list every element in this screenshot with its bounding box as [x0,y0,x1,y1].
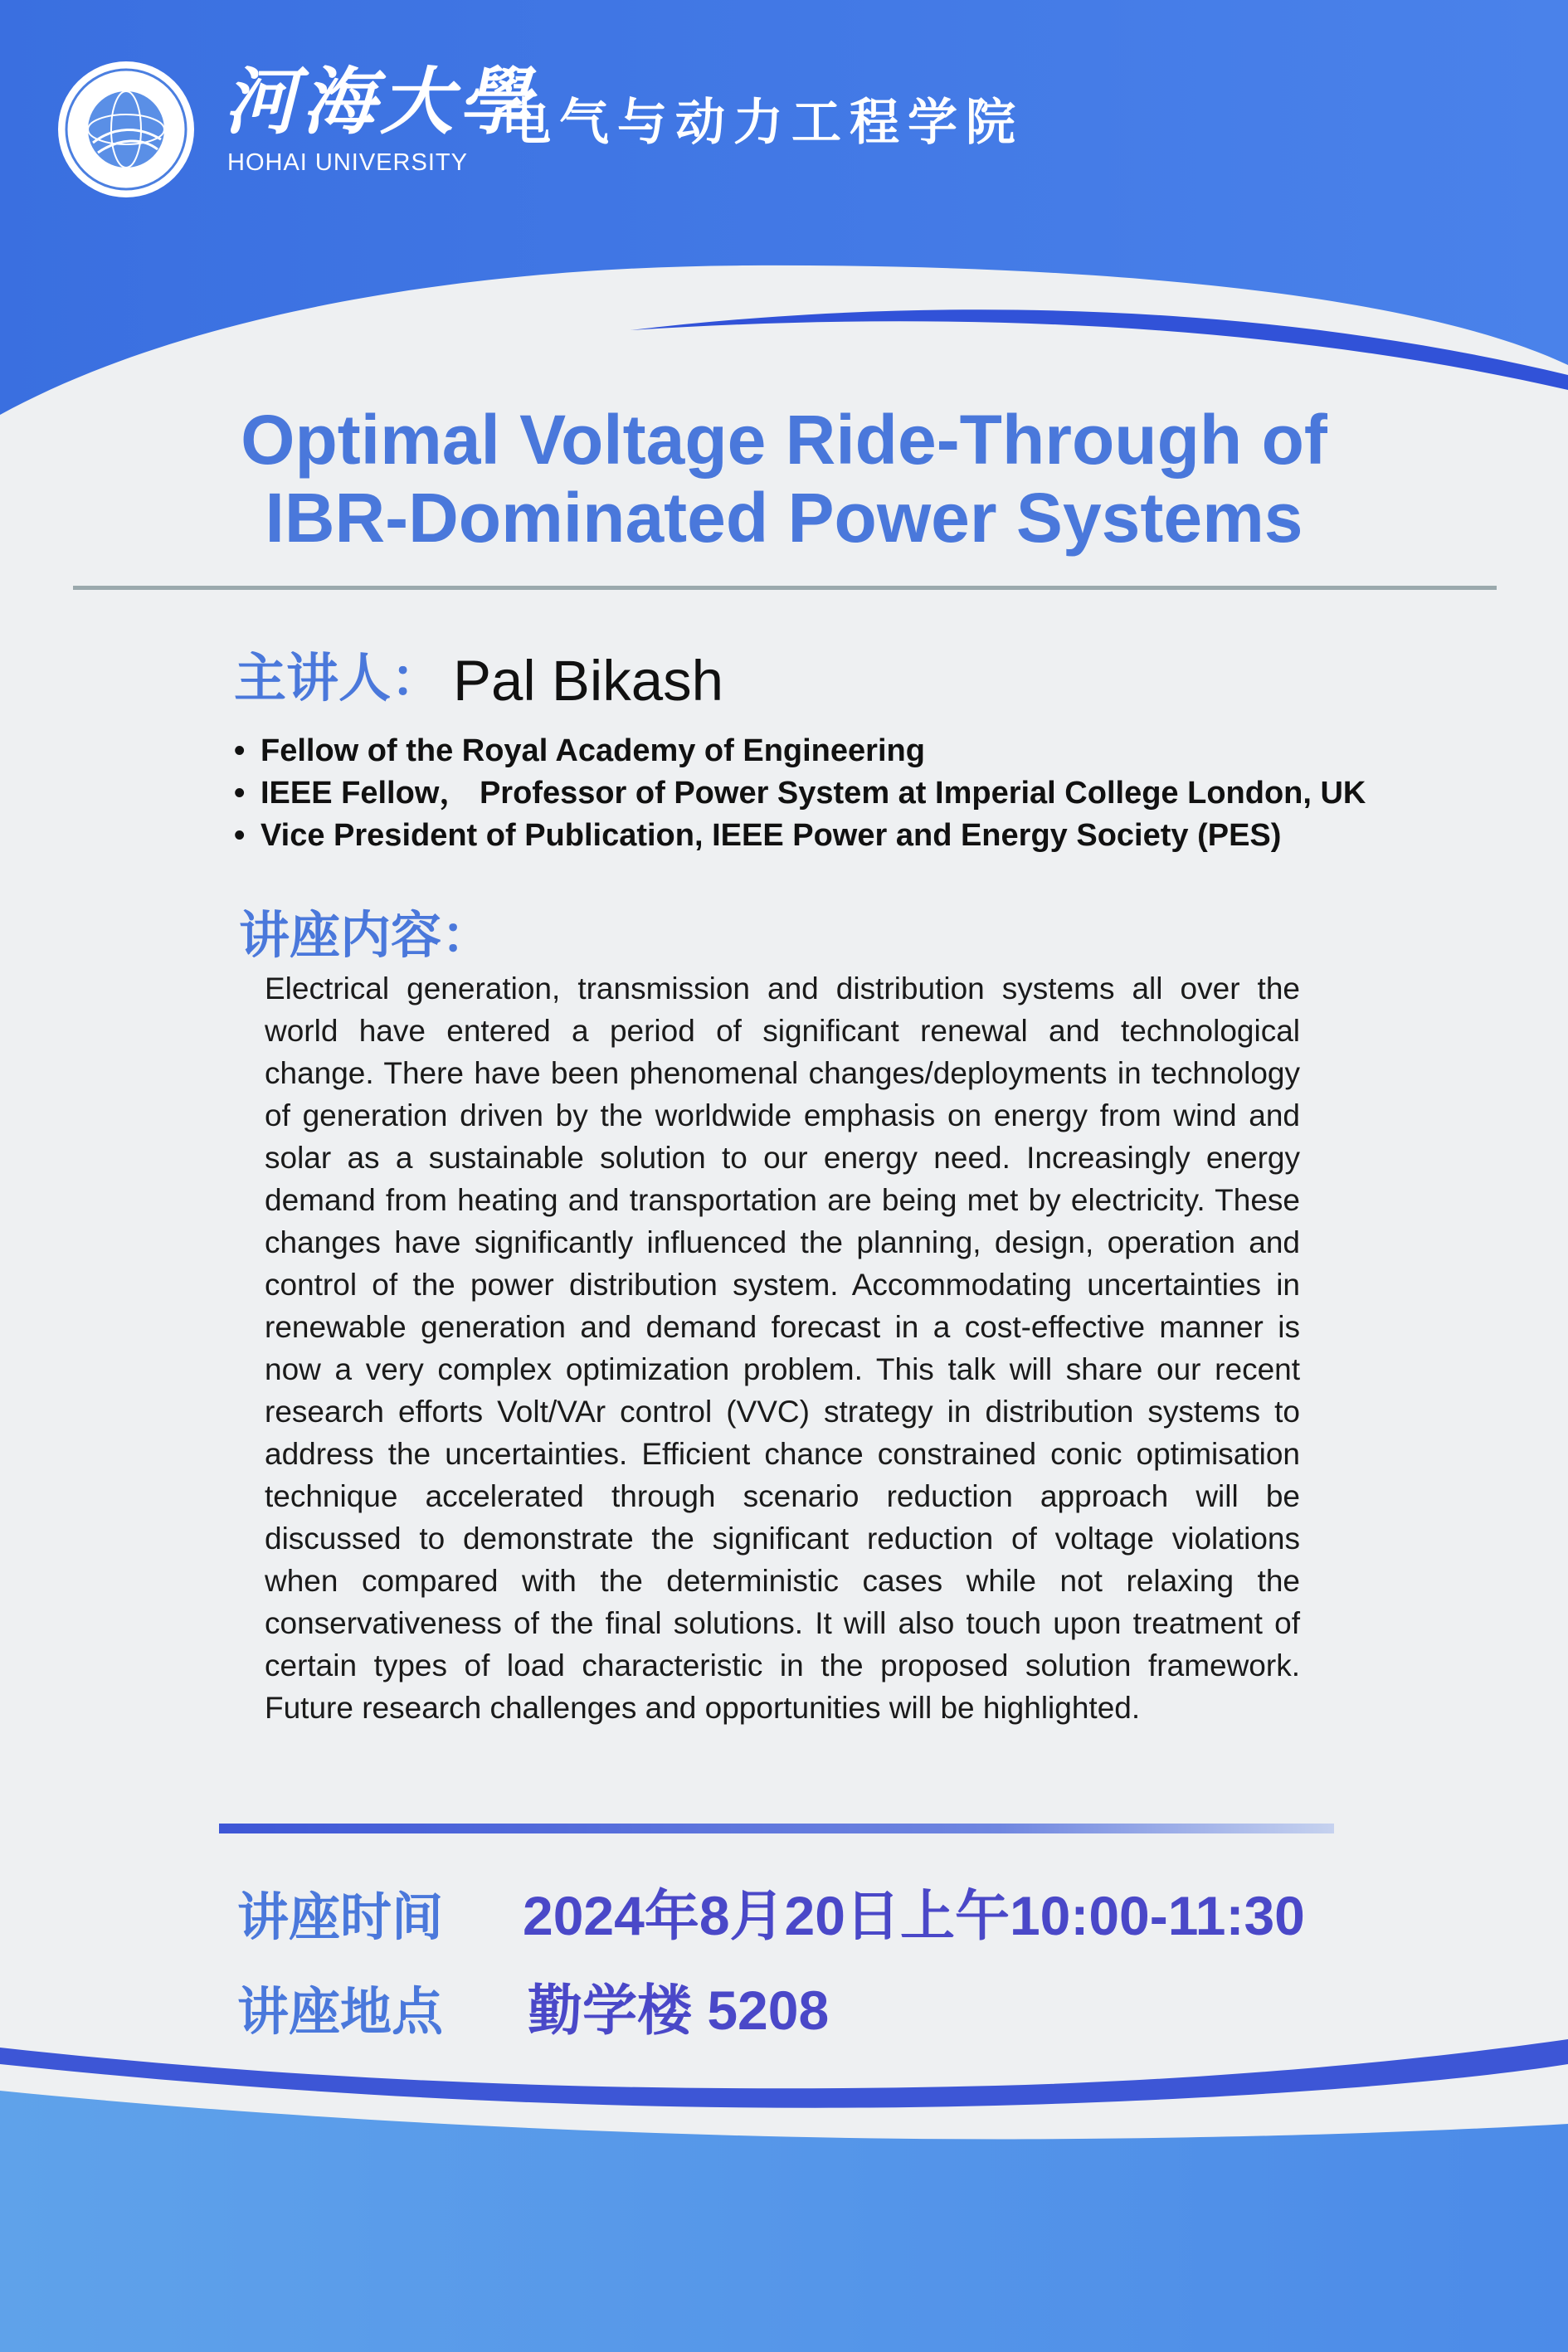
time-value: 2024年8月20日上午10:00-11:30 [523,1885,1305,1946]
bullet-icon: • [234,733,246,768]
credential-item [234,730,1366,772]
accent-divider [219,1824,1334,1833]
title-divider [73,586,1497,590]
credential-item [234,815,1366,857]
lecture-title-line-1: Optimal Voltage Ride-Through of [241,401,1327,479]
speaker-credentials [234,730,1366,857]
content-label: 讲座内容： [239,906,493,965]
lecture-abstract: Electrical generation, transmission and distribution systems all over the world have entered a period of significant renewal and technological change. There have been phenomenal changes/deployments in technology of generation driven by the worldwide emphasis on energy from wind and solar as a sustainable solution to our energy need. Increasingly energy demand from heating and transportation are being met by electricity. These changes have significantly influenced the planning, design, operation and control of the power distribution system. Accommodating uncertainties in renewable generation and demand forecast in a cost-effective manner is now a very complex optimization problem. This talk will share our recent research efforts Volt/VAr control (VVC) strategy in distribution systems to address the uncertainties. Efficient chance constrained conic optimisation technique accelerated through scenario reduction approach will be discussed to demonstrate the significant reduction of voltage violations when compared with the deterministic cases while not relaxing the conservativeness of the final solutions. It will also touch upon treatment of certain types of load characteristic in the proposed solution framework. Future research challenges and opportunities will be highlighted. [265,971,1300,1725]
credential-item [234,772,1366,815]
credential-text: IEEE Fellow， Professor of Power System at Imperial College London, UK [261,776,1366,811]
bullet-icon: • [234,776,246,811]
bullet-icon: • [234,818,246,853]
university-name-en: HOHAI UNIVERSITY [227,149,468,176]
speaker-name: Pal Bikash [453,649,723,713]
place-label: 讲座地点 [237,1981,444,2042]
place-value: 勤学楼 5208 [528,1979,830,2041]
lecture-title-line-2: IBR-Dominated Power Systems [265,479,1303,557]
credential-text: Vice President of Publication, IEEE Power and Energy Society (PES) [261,818,1282,853]
hohai-university-seal-icon [56,60,196,199]
credential-text: Fellow of the Royal Academy of Engineering [261,733,925,768]
school-name: 电气与动力工程学院 [501,94,1024,152]
time-label: 讲座时间 [237,1887,444,1947]
speaker-label: 主讲人： [234,648,443,709]
university-name-cn: 河海大學 [224,58,537,144]
